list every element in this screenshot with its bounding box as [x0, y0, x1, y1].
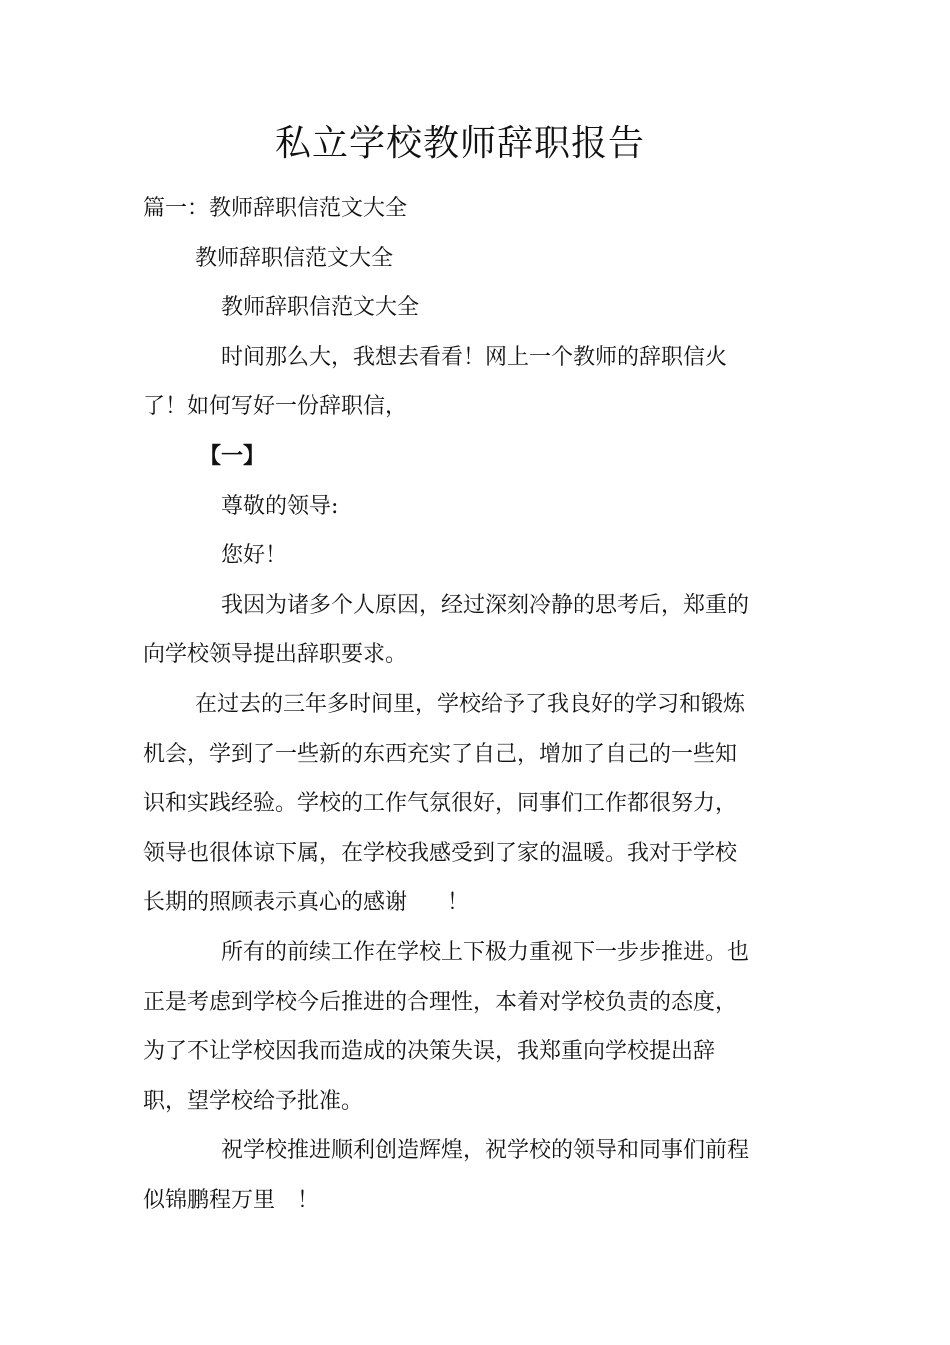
- closing-paragraph-text: 祝学校推进顺利创造辉煌，祝学校的领导和同事们前程似锦鹏程万里: [143, 1138, 750, 1213]
- document-body: [143, 184, 753, 1225]
- subheading-repeat: 教师辞职信范文大全: [221, 295, 420, 321]
- intro-paragraph: 时间那么大，我想去看看！网上一个教师的辞职信火了！如何写好一份辞职信，: [143, 344, 728, 420]
- exclamation-mark: ！: [447, 890, 470, 916]
- letter-paragraph-1: 我因为诸多个人原因，经过深刻冷静的思考后，郑重的向学校领导提出辞职要求。: [143, 592, 750, 668]
- letter-paragraph-2: [143, 680, 753, 928]
- salutation: 尊敬的领导:: [221, 493, 339, 519]
- closing-exclamation: ！: [297, 1187, 320, 1213]
- closing-paragraph: [143, 1126, 753, 1225]
- letter-paragraph-2-text: 在过去的三年多时间里，学校给予了我良好的学习和锻炼机会，学到了一些新的东西充实了自己，增加了自己的一些知识和实践经验。学校的工作气氛很好，同事们工作都很努力，领导也很体谅下属，在学校我感受到了家的温暖。我对于学校长期的照顾表示真心的感谢: [143, 691, 746, 916]
- greeting: 您好！: [221, 543, 288, 569]
- section-heading: 篇一：教师辞职信范文大全: [143, 196, 408, 221]
- part-marker: 【一】: [199, 442, 266, 469]
- document-title: 私立学校教师辞职报告: [274, 123, 645, 164]
- letter-paragraph-3: 所有的前续工作在学校上下极力重视下一步步推进。也正是考虑到学校今后推进的合理性，本着对学校负责的态度，为了不让学校因我而造成的决策失误，我郑重向学校提出辞职，望学校给予批准。: [143, 939, 750, 1114]
- subheading: 教师辞职信范文大全: [195, 245, 394, 271]
